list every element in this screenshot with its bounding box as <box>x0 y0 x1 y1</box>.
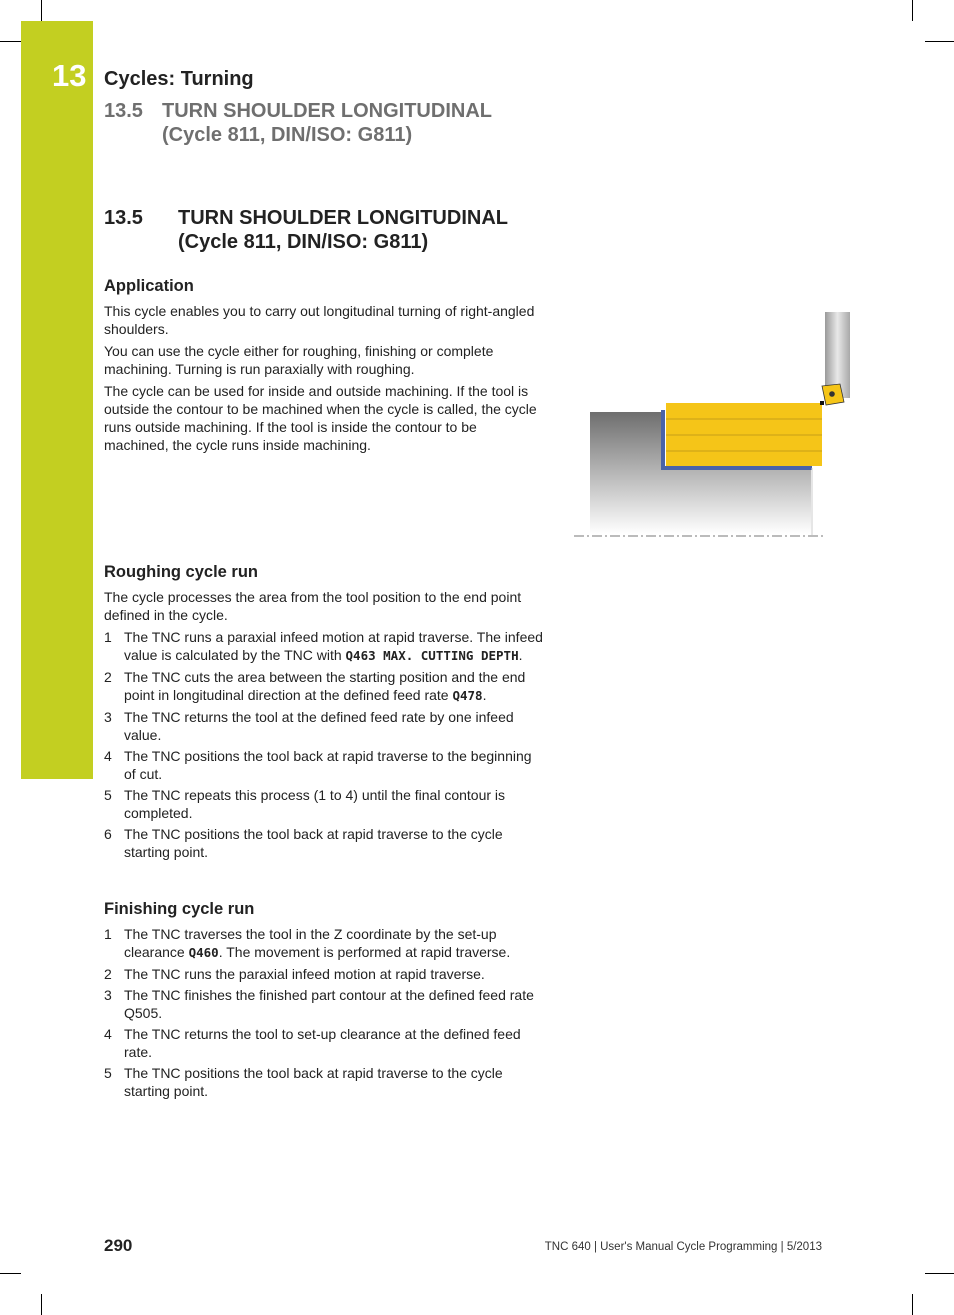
paragraph: This cycle enables you to carry out longitudinal turning of right-angled shoulders. <box>104 303 535 337</box>
step-text: The TNC traverses the tool in the Z coordinate by the set-up clearance <box>124 926 497 960</box>
list-item <box>104 786 544 822</box>
running-header-line1: TURN SHOULDER LONGITUDINAL <box>162 100 492 122</box>
paragraph: You can use the cycle either for roughing, finishing or complete machining. Turning is run paraxially with roughing. <box>104 343 494 377</box>
parameter-code: Q478 <box>452 688 483 703</box>
step-number: 4 <box>104 1026 112 1042</box>
roughing-intro: The cycle processes the area from the tool position to the end point defined in the cycle. <box>104 589 522 623</box>
running-header-number: 13.5 <box>104 100 143 122</box>
finishing-steps <box>104 925 544 1100</box>
list-item <box>104 708 544 744</box>
list-item <box>104 825 544 861</box>
crop-mark <box>925 1273 954 1274</box>
parameter-code: Q463 MAX. CUTTING DEPTH <box>345 648 519 663</box>
crop-mark <box>912 1294 913 1315</box>
list-item <box>104 925 544 962</box>
roughing-title: Roughing cycle run <box>104 563 259 581</box>
step-text: The TNC repeats this process (1 to 4) until the final contour is completed. <box>124 787 506 821</box>
step-number: 2 <box>104 669 112 685</box>
step-number: 2 <box>104 966 112 982</box>
step-text: The TNC positions the tool back at rapid traverse to the beginning of cut. <box>124 748 532 782</box>
roughing-section <box>104 562 544 864</box>
step-text: The TNC finishes the finished part contour at the defined feed rate Q505. <box>124 987 534 1021</box>
application-section <box>104 276 544 458</box>
section-number: 13.5 <box>104 207 143 229</box>
step-number: 5 <box>104 1065 112 1081</box>
chapter-title: Cycles: Turning <box>104 68 254 90</box>
footer-text: TNC 640 | User's Manual Cycle Programming | 5/2013 <box>544 1241 822 1253</box>
step-text: . <box>518 647 523 663</box>
list-item <box>104 628 544 665</box>
step-number: 5 <box>104 787 112 803</box>
list-item <box>104 1064 544 1100</box>
list-item <box>104 747 544 783</box>
chapter-tab <box>21 21 93 779</box>
chapter-number: 13 <box>52 58 87 93</box>
section-title <box>178 206 508 254</box>
roughing-steps <box>104 628 544 861</box>
crop-mark <box>912 0 913 21</box>
finishing-section <box>104 899 544 1103</box>
parameter-code: Q460 <box>188 945 219 960</box>
running-header-line2: (Cycle 811, DIN/ISO: G811) <box>162 124 413 146</box>
step-number: 1 <box>104 629 112 645</box>
step-text: The TNC returns the tool to set-up clearance at the defined feed rate. <box>124 1026 521 1060</box>
section-title-line2: (Cycle 811, DIN/ISO: G811) <box>178 231 429 253</box>
step-number: 6 <box>104 826 112 842</box>
step-number: 1 <box>104 926 112 942</box>
paragraph: The cycle can be used for inside and outside machining. If the tool is outside the contour to be machined when the cycle is called, the cycle runs outside machining. If the tool is inside the contour to be machined, the cycle runs inside machining. <box>104 383 537 453</box>
step-number: 3 <box>104 987 112 1003</box>
step-number: 4 <box>104 748 112 764</box>
crop-mark <box>925 41 954 42</box>
crop-mark <box>0 1273 21 1274</box>
list-item <box>104 965 544 983</box>
step-text: The TNC runs a paraxial infeed motion at rapid traverse. The infeed value is calculated by the TNC with <box>124 629 543 663</box>
crop-mark <box>41 1294 42 1315</box>
step-text: The TNC cuts the area between the starting position and the end point in longitudinal direction at the defined feed rate <box>124 669 526 703</box>
step-text: The TNC returns the tool at the defined feed rate by one infeed value. <box>124 709 514 743</box>
step-text: The TNC positions the tool back at rapid traverse to the cycle starting point. <box>124 1065 503 1099</box>
crop-mark <box>41 0 42 21</box>
crop-mark <box>0 41 21 42</box>
page-number: 290 <box>104 1236 133 1255</box>
running-header-title <box>162 99 492 147</box>
step-text: . The movement is performed at rapid traverse. <box>218 944 511 960</box>
step-text: The TNC runs the paraxial infeed motion at rapid traverse. <box>124 966 485 982</box>
step-text: . <box>482 687 487 703</box>
finishing-title: Finishing cycle run <box>104 900 255 918</box>
material-to-remove <box>666 403 822 466</box>
cycle-illustration <box>570 306 855 542</box>
step-number: 3 <box>104 709 112 725</box>
list-item <box>104 1025 544 1061</box>
application-title: Application <box>104 277 194 295</box>
insert-screw <box>829 391 835 397</box>
section-title-line1: TURN SHOULDER LONGITUDINAL <box>178 207 508 229</box>
list-item <box>104 668 544 705</box>
list-item <box>104 986 544 1022</box>
step-text: The TNC positions the tool back at rapid traverse to the cycle starting point. <box>124 826 503 860</box>
tool-tip-marker <box>820 401 824 405</box>
